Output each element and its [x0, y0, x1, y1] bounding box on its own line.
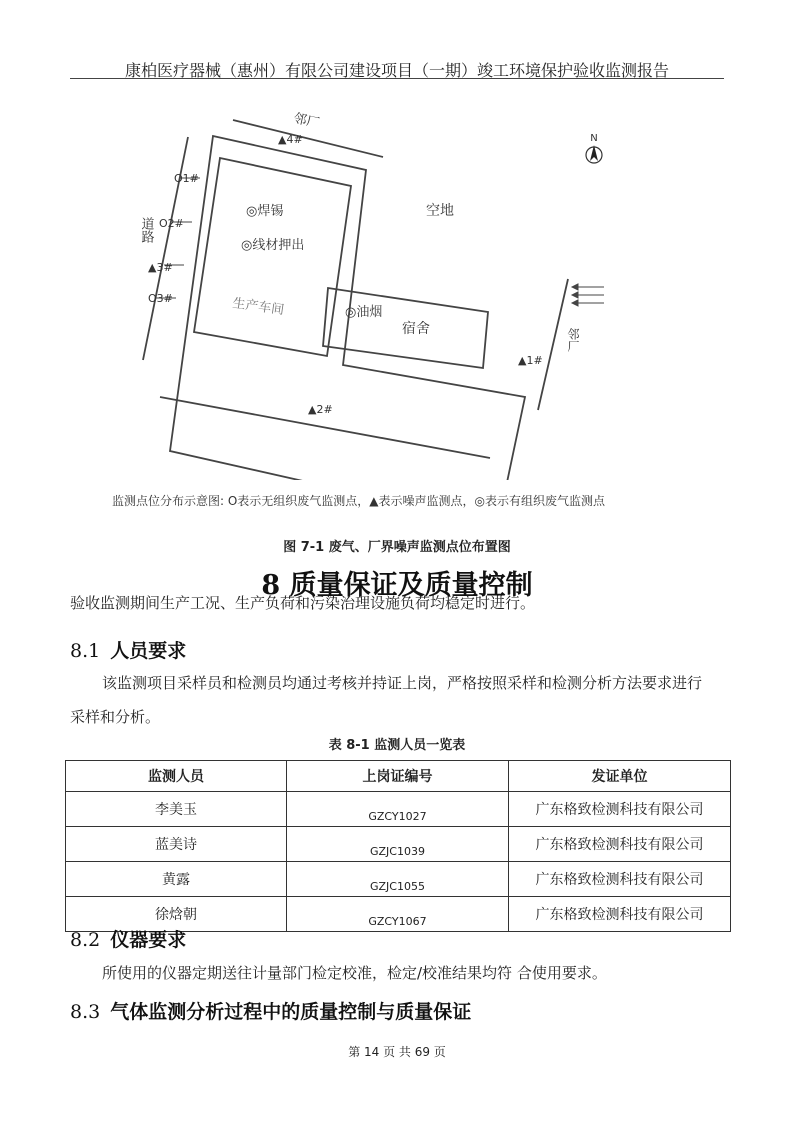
label-workshop: 生产车间 — [231, 296, 286, 319]
header-divider — [70, 78, 724, 79]
fugitive-point-1: O1# — [174, 172, 199, 185]
production-workshop — [194, 158, 351, 356]
table-row — [66, 827, 731, 862]
table-caption: 表 8-1 监测人员一览表 — [328, 738, 466, 753]
label-road: 道路 — [138, 217, 154, 243]
section-number: 8.1 — [70, 640, 101, 662]
right-neighbor-line — [538, 279, 568, 410]
chapter-title: 8 质量保证及质量控制 — [261, 570, 533, 601]
north-label: N — [590, 133, 598, 144]
chapter-intro: 验收监测期间生产工况、生产负荷和污染治理设施负荷均稳定时进行。 — [70, 594, 536, 612]
section-number: 8.3 — [70, 1001, 101, 1023]
north-arrow-icon — [586, 133, 602, 163]
organized-point-extrusion: ◎线材押出 — [241, 238, 305, 253]
label-dormitory: 宿舍 — [402, 321, 430, 337]
issuer: 广东格致检测科技有限公司 — [509, 897, 731, 932]
fugitive-point-3: O3# — [148, 292, 173, 305]
section-8-1-para-line2: 采样和分析。 — [70, 708, 161, 726]
section-8-1-para-line1: 该监测项目采样员和检测员均通过考核并持证上岗，严格按照采样和检测分析方法要求进行 — [102, 674, 703, 692]
cert-number: GZJC1039 — [287, 827, 509, 862]
table-header-row — [66, 761, 731, 792]
section-title: 仪器要求 — [110, 929, 187, 951]
organized-point-fume: ◎油烟 — [345, 305, 383, 320]
road-line — [143, 137, 188, 360]
issuer: 广东格致检测科技有限公司 — [509, 792, 731, 827]
cert-number: GZCY1067 — [287, 897, 509, 932]
noise-point-3: ▲3# — [148, 261, 173, 274]
section-8-1-heading — [70, 636, 186, 663]
noise-point-2: ▲2# — [308, 403, 333, 416]
fugitive-point-2: O2# — [159, 217, 184, 230]
cert-number: GZCY1027 — [287, 792, 509, 827]
label-neighbor-top: 邻厂 — [292, 111, 321, 132]
staff-name: 黄露 — [66, 862, 287, 897]
section-8-3-heading — [70, 997, 471, 1024]
page-header-title: 康柏医疗器械（惠州）有限公司建设项目（一期）竣工环境保护验收监测报告 — [124, 61, 669, 80]
noise-point-4: ▲4# — [278, 133, 303, 146]
staff-name: 蓝美诗 — [66, 827, 287, 862]
figure-caption: 图 7-1 废气、厂界噪声监测点位布置图 — [283, 540, 511, 555]
section-title: 人员要求 — [110, 640, 187, 662]
header-cell: 发证单位 — [509, 761, 731, 792]
header-cell: 上岗证编号 — [287, 761, 509, 792]
noise-point-1: ▲1# — [518, 354, 543, 367]
organized-point-solder: ◎焊锡 — [246, 204, 284, 219]
label-empty-land: 空地 — [426, 203, 454, 219]
table-row — [66, 862, 731, 897]
section-number: 8.2 — [70, 929, 101, 951]
cert-number: GZJC1055 — [287, 862, 509, 897]
wind-arrows-icon — [572, 284, 604, 306]
issuer: 广东格致检测科技有限公司 — [509, 862, 731, 897]
table-row — [66, 792, 731, 827]
section-8-2-para: 所使用的仪器定期送往计量部门检定校准，检定/校准结果均符 合使用要求。 — [102, 964, 607, 982]
figure-legend: 监测点位分布示意图: O表示无组织废气监测点，▲表示噪声监测点，◎表示有组织废气监测点 — [112, 494, 606, 508]
site-map-diagram — [100, 100, 680, 480]
staff-name: 徐焓朝 — [66, 897, 287, 932]
label-neighbor-right: 邻厂 — [566, 328, 580, 352]
issuer: 广东格致检测科技有限公司 — [509, 827, 731, 862]
page-number: 第 14 页 共 69 页 — [348, 1045, 446, 1059]
section-8-2-heading — [70, 925, 186, 952]
section-title: 气体监测分析过程中的质量控制与质量保证 — [110, 1001, 472, 1023]
header-cell: 监测人员 — [66, 761, 287, 792]
staff-name: 李美玉 — [66, 792, 287, 827]
staff-table — [65, 760, 731, 932]
